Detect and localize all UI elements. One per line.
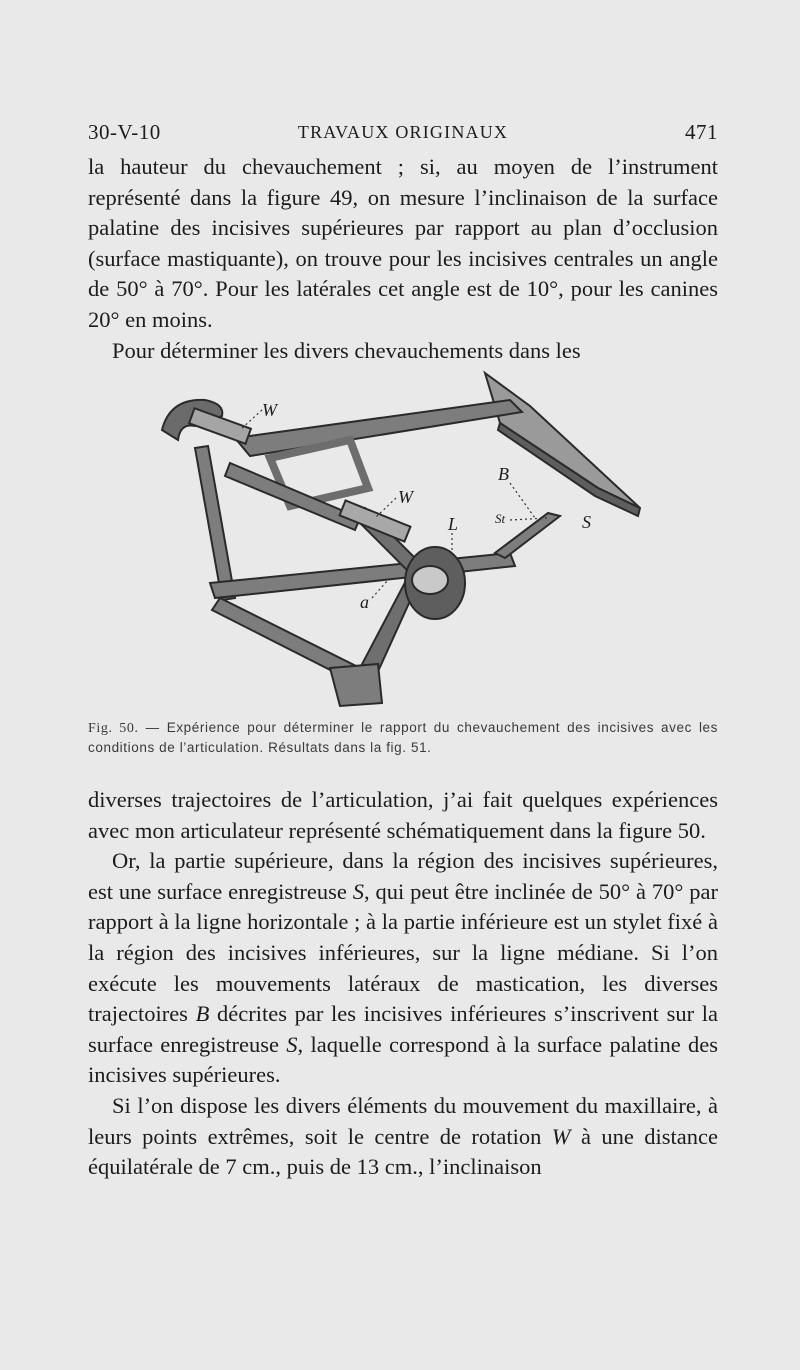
paragraph-2-continued: diverses trajectoires de l’articulation, j’ai fait quelques expériences avec mon articulateur représenté schématiquement dans la figure 50. [88,787,718,843]
label-b: B [498,464,509,484]
p3-symbol-s: S [352,878,364,904]
p4-part2: à une distance équilatérale de 7 cm., puis de 13 cm., l’inclinaison [88,1123,718,1180]
header-running-title: TRAVAUX ORIGINAUX [297,122,509,142]
paragraph-4 [88,1091,718,1183]
p3-part2: , qui peut être inclinée de 50° à 70° par rapport à la ligne horizontale ; à la partie inférieure est un stylet fixé à la région des incisives inférieures, sur la ligne médiane. Si l’on exécute les mouvements latéraux de mastication, les diverses trajectoires [88,878,718,1027]
caption-label: Fig. 50. [88,721,139,736]
p3-part1: Or, la partie supérieure, dans la région des incisives supérieures, est une surface enregistreuse [88,848,718,904]
text-block-bottom [88,785,718,1183]
label-w-top: W [262,400,277,420]
header-date: 30-V-10 [88,120,161,144]
running-header [88,120,718,146]
label-s: S [582,512,591,532]
upper-arm [235,400,522,456]
p4-part1: Si l’on dispose les divers éléments du mouvement du maxillaire, à leurs points extrêmes, soit le centre de rotation [88,1092,718,1149]
paragraph-3 [88,846,718,1091]
label-l: L [448,514,459,534]
p3-part4: , laquelle correspond à la surface palatine des incisives supérieures. [88,1031,718,1088]
p3-symbol-s2: S [286,1031,298,1057]
text-block-top [88,152,718,366]
p4-symbol-w: W [551,1123,571,1149]
articulator-illustration [150,368,650,713]
p3-part3: décrites par les incisives inférieures s’inscrivent sur la surface enregistreuse [88,1001,718,1057]
registering-plate [485,373,640,508]
label-a: a [360,592,369,612]
paragraph-1: la hauteur du chevauchement ; si, au moyen de l’instrument représenté dans la figure 49, on mesure l’inclinaison de la surface palatine des incisives supérieures par rapport au plan d’occlusion (surface mastiquante), on trouve pour les incisives centrales un angle de 50° à 70°. Pour les latérales cet angle est de 10°, pour les canines 20° en moins. [88,154,718,332]
figure-articulator [150,368,650,713]
paragraph-2-start: Pour déterminer les divers chevauchements dans les [112,337,581,363]
label-st: St [495,511,506,526]
caption-text: — Expérience pour déterminer le rapport du chevauchement des incisives avec les conditions de l’articulation. Résultats dans la fig. 51. [88,720,719,755]
figure-caption [88,718,718,757]
label-w-mid: W [398,487,413,507]
base-foot [330,664,382,706]
header-page-number: 471 [685,120,718,144]
p3-symbol-b: B [195,1001,210,1027]
